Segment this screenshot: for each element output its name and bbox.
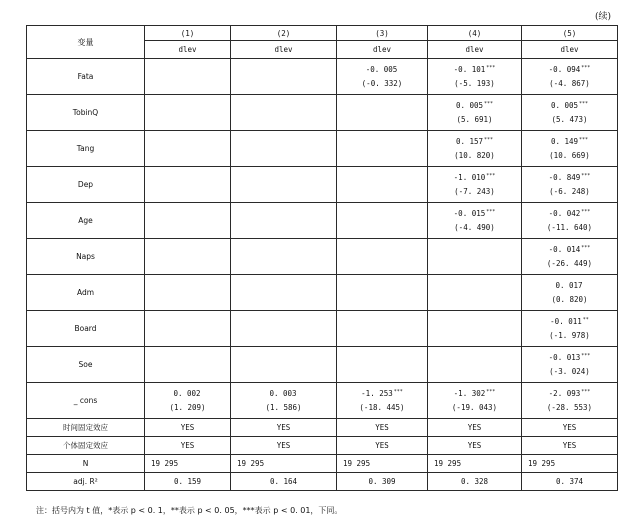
coefficient-value: 0. 149 <box>550 137 579 146</box>
row-label: _ cons <box>27 383 145 419</box>
t-value: (-4. 490) <box>454 223 495 232</box>
table-row <box>27 383 618 419</box>
coef-cell <box>145 167 231 203</box>
summary-value: YES <box>522 419 618 437</box>
coefficient <box>145 281 230 290</box>
coefficient <box>337 353 427 362</box>
summary-value: 19 295 <box>145 455 231 473</box>
coef-cell <box>337 347 428 383</box>
coef-cell <box>145 239 231 275</box>
coef-cell <box>231 311 337 347</box>
coef-cell <box>337 95 428 131</box>
summary-label: 个体固定效应 <box>27 437 145 455</box>
table-row <box>27 311 618 347</box>
dep-var-4: dlev <box>428 41 522 59</box>
coefficient-value: 0. 002 <box>173 389 201 398</box>
coefficient-value: -1. 302 <box>453 389 486 398</box>
coef-cell <box>337 59 428 95</box>
coefficient <box>231 281 336 290</box>
significance-stars: *** <box>581 65 591 71</box>
table-row <box>27 203 618 239</box>
header-col-4: (4) <box>428 26 522 41</box>
coef-cell <box>145 131 231 167</box>
coefficient <box>231 245 336 254</box>
dep-var-3: dlev <box>337 41 428 59</box>
table-row <box>27 239 618 275</box>
coefficient <box>522 173 617 182</box>
coef-cell <box>231 203 337 239</box>
coefficient-value: -0. 094 <box>548 65 581 74</box>
significance-stars: *** <box>486 209 496 215</box>
coef-cell <box>145 95 231 131</box>
summary-label: N <box>27 455 145 473</box>
row-label: Board <box>27 311 145 347</box>
coef-cell <box>428 311 522 347</box>
coef-cell <box>231 131 337 167</box>
t-value: (1. 586) <box>265 403 302 412</box>
t-value: (-6. 248) <box>549 187 590 196</box>
regression-table <box>26 25 618 491</box>
coef-cell <box>522 95 618 131</box>
coef-cell <box>522 239 618 275</box>
coefficient <box>337 209 427 218</box>
coef-cell <box>428 131 522 167</box>
summary-label: 时间固定效应 <box>27 419 145 437</box>
coefficient-value: -0. 015 <box>453 209 486 218</box>
coefficient <box>428 281 521 290</box>
summary-value: YES <box>145 437 231 455</box>
coef-cell <box>337 383 428 419</box>
coef-cell <box>428 203 522 239</box>
coefficient <box>428 245 521 254</box>
significance-stars: *** <box>486 65 496 71</box>
coefficient <box>145 389 230 398</box>
coefficient <box>522 353 617 362</box>
row-label: Dep <box>27 167 145 203</box>
coefficient-value: 0. 005 <box>455 101 484 110</box>
coef-cell <box>337 275 428 311</box>
coefficient-value: -0. 011 <box>550 317 582 326</box>
coefficient <box>337 317 427 326</box>
coefficient <box>231 389 336 398</box>
t-value: (10. 820) <box>454 151 495 160</box>
coef-cell <box>231 383 337 419</box>
table-row <box>27 131 618 167</box>
coefficient-value: -0. 101 <box>453 65 486 74</box>
coef-cell <box>231 275 337 311</box>
coefficient-value: 0. 003 <box>269 389 297 398</box>
coef-cell <box>522 383 618 419</box>
table-note: 注：括号内为 t 值，*表示 p < 0. 1，**表示 p < 0. 05，***表示 p < 0. 01，下同。 <box>36 506 343 515</box>
coefficient <box>231 353 336 362</box>
coef-cell <box>522 347 618 383</box>
coef-cell <box>428 347 522 383</box>
coefficient <box>522 389 617 398</box>
coefficient <box>145 317 230 326</box>
t-value: (-4. 867) <box>549 79 590 88</box>
coef-cell <box>337 167 428 203</box>
significance-stars: *** <box>486 389 496 395</box>
coefficient <box>522 245 617 254</box>
significance-stars: *** <box>581 353 591 359</box>
coefficient <box>428 209 521 218</box>
summary-value: 19 295 <box>428 455 522 473</box>
row-label: TobinQ <box>27 95 145 131</box>
coefficient <box>145 173 230 182</box>
coefficient <box>231 317 336 326</box>
coef-cell <box>231 347 337 383</box>
dep-var-1: dlev <box>145 41 231 59</box>
coefficient <box>145 101 230 110</box>
coefficient <box>337 173 427 182</box>
significance-stars: *** <box>393 389 403 395</box>
header-col-5: (5) <box>522 26 618 41</box>
coef-cell <box>337 311 428 347</box>
coef-cell <box>522 311 618 347</box>
t-value: (-1. 978) <box>549 331 590 340</box>
coef-cell <box>337 203 428 239</box>
coef-cell <box>145 383 231 419</box>
coef-cell <box>522 275 618 311</box>
coef-cell <box>522 131 618 167</box>
t-value: (-7. 243) <box>454 187 495 196</box>
header-col-3: (3) <box>337 26 428 41</box>
summary-row <box>27 473 618 491</box>
summary-label: adj. R² <box>27 473 145 491</box>
summary-value: YES <box>337 419 428 437</box>
summary-value: YES <box>337 437 428 455</box>
significance-stars: *** <box>579 101 589 107</box>
row-label: Fata <box>27 59 145 95</box>
significance-stars: *** <box>581 173 591 179</box>
coef-cell <box>231 239 337 275</box>
table-row <box>27 59 618 95</box>
row-label: Adm <box>27 275 145 311</box>
coefficient <box>145 137 230 146</box>
table-row <box>27 95 618 131</box>
coefficient <box>522 281 617 290</box>
coef-cell <box>522 167 618 203</box>
summary-value: 0. 374 <box>522 473 618 491</box>
coefficient <box>522 137 617 146</box>
header-variable: 变量 <box>27 26 145 59</box>
summary-value: YES <box>231 437 337 455</box>
coefficient <box>428 137 521 146</box>
header-col-1: (1) <box>145 26 231 41</box>
coef-cell <box>145 203 231 239</box>
coefficient <box>428 65 521 74</box>
significance-stars: *** <box>486 173 496 179</box>
summary-row <box>27 419 618 437</box>
row-label: Naps <box>27 239 145 275</box>
coefficient-value: -0. 013 <box>548 353 581 362</box>
significance-stars: *** <box>581 209 591 215</box>
t-value: (-5. 193) <box>454 79 495 88</box>
t-value: (-3. 024) <box>549 367 590 376</box>
summary-value: 19 295 <box>231 455 337 473</box>
coef-cell <box>428 275 522 311</box>
coef-cell <box>428 239 522 275</box>
coef-cell <box>231 95 337 131</box>
coef-cell <box>145 59 231 95</box>
coefficient <box>428 317 521 326</box>
summary-value: YES <box>428 437 522 455</box>
coefficient <box>522 209 617 218</box>
t-value: (-19. 043) <box>451 403 498 412</box>
coefficient-value: 0. 005 <box>550 101 579 110</box>
t-value: (-11. 640) <box>546 223 593 232</box>
table-row <box>27 347 618 383</box>
coefficient <box>145 209 230 218</box>
continued-label: (续) <box>594 12 611 22</box>
coef-cell <box>337 239 428 275</box>
table-row <box>27 167 618 203</box>
dep-var-5: dlev <box>522 41 618 59</box>
row-label: Age <box>27 203 145 239</box>
coef-cell <box>145 311 231 347</box>
coefficient <box>145 65 230 74</box>
coefficient-value: -0. 005 <box>365 65 398 74</box>
t-value: (-28. 553) <box>546 403 593 412</box>
coef-cell <box>145 275 231 311</box>
coefficient-value: -2. 093 <box>548 389 581 398</box>
row-label: Tang <box>27 131 145 167</box>
t-value: (5. 691) <box>456 115 493 124</box>
coefficient <box>231 65 336 74</box>
coef-cell <box>231 59 337 95</box>
coef-cell <box>145 347 231 383</box>
summary-value: YES <box>231 419 337 437</box>
coefficient <box>522 65 617 74</box>
significance-stars: ** <box>582 317 589 323</box>
coefficient-value: -0. 849 <box>548 173 581 182</box>
coef-cell <box>428 383 522 419</box>
coefficient <box>231 137 336 146</box>
coefficient <box>337 245 427 254</box>
t-value: (5. 473) <box>551 115 588 124</box>
coef-cell <box>428 59 522 95</box>
coefficient <box>337 389 427 398</box>
coefficient <box>337 101 427 110</box>
summary-value: YES <box>522 437 618 455</box>
t-value: (1. 209) <box>169 403 206 412</box>
coefficient <box>231 209 336 218</box>
significance-stars: *** <box>579 137 589 143</box>
coefficient <box>428 173 521 182</box>
coef-cell <box>428 167 522 203</box>
coefficient-value: -1. 010 <box>453 173 486 182</box>
t-value: (-18. 445) <box>359 403 405 412</box>
summary-row <box>27 437 618 455</box>
summary-value: YES <box>428 419 522 437</box>
summary-value: 0. 159 <box>145 473 231 491</box>
coefficient <box>428 389 521 398</box>
dep-var-2: dlev <box>231 41 337 59</box>
coefficient <box>145 245 230 254</box>
header-col-2: (2) <box>231 26 337 41</box>
coefficient <box>145 353 230 362</box>
coefficient-value: 0. 157 <box>455 137 484 146</box>
coefficient <box>337 281 427 290</box>
coefficient <box>522 317 617 326</box>
t-value: (0. 820) <box>551 295 588 304</box>
coefficient-value: -0. 014 <box>548 245 581 254</box>
coef-cell <box>522 203 618 239</box>
coef-cell <box>522 59 618 95</box>
coefficient-value: -1. 253 <box>361 389 393 398</box>
summary-value: 19 295 <box>337 455 428 473</box>
row-label: Soe <box>27 347 145 383</box>
coef-cell <box>231 167 337 203</box>
summary-row <box>27 455 618 473</box>
t-value: (-0. 332) <box>361 79 403 88</box>
table-row <box>27 275 618 311</box>
significance-stars: *** <box>484 101 494 107</box>
summary-value: 0. 328 <box>428 473 522 491</box>
coefficient <box>337 65 427 74</box>
coefficient-value: -0. 042 <box>548 209 581 218</box>
summary-value: 0. 164 <box>231 473 337 491</box>
summary-value: YES <box>145 419 231 437</box>
coefficient <box>428 353 521 362</box>
summary-value: 19 295 <box>522 455 618 473</box>
coef-cell <box>428 95 522 131</box>
coefficient <box>231 173 336 182</box>
t-value: (-26. 449) <box>546 259 593 268</box>
significance-stars: *** <box>581 389 591 395</box>
coefficient-value: 0. 017 <box>555 281 583 290</box>
coefficient <box>337 137 427 146</box>
coefficient <box>231 101 336 110</box>
coefficient <box>428 101 521 110</box>
summary-value: 0. 309 <box>337 473 428 491</box>
coef-cell <box>337 131 428 167</box>
t-value: (10. 669) <box>549 151 590 160</box>
significance-stars: *** <box>484 137 494 143</box>
coefficient <box>522 101 617 110</box>
significance-stars: *** <box>581 245 591 251</box>
